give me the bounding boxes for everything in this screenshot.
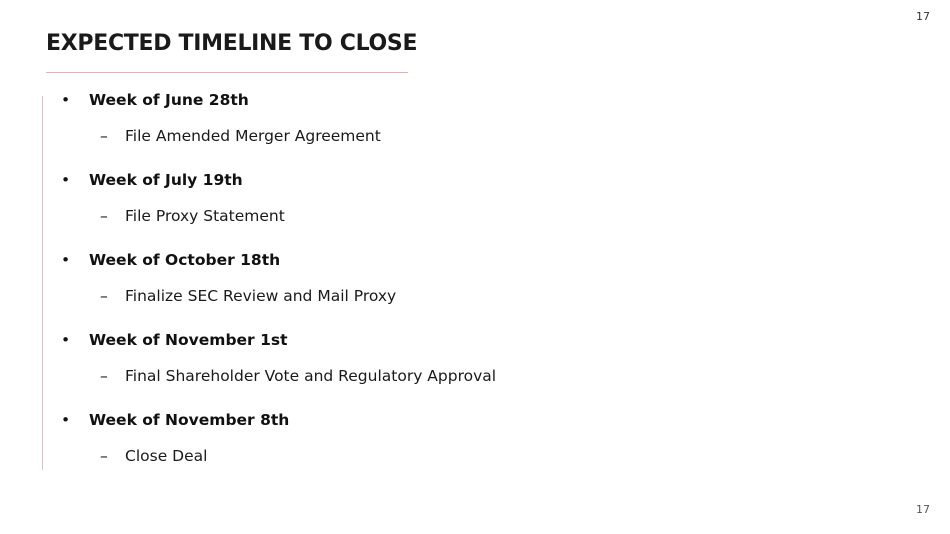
timeline-week <box>61 91 249 109</box>
timeline-week <box>61 251 280 269</box>
bullet-icon: • <box>61 331 71 349</box>
dash-icon: – <box>100 367 108 385</box>
page-number-bottom: 17 <box>916 503 930 516</box>
page-number-top: 17 <box>916 10 930 23</box>
week-label: Week of July 19th <box>89 171 243 189</box>
dash-icon: – <box>100 127 108 145</box>
task-label: Close Deal <box>125 447 208 465</box>
dash-icon: – <box>100 207 108 225</box>
task-label: Final Shareholder Vote and Regulatory Approval <box>125 367 497 385</box>
bullet-icon: • <box>61 411 71 429</box>
timeline-week <box>61 171 243 189</box>
timeline-task <box>100 207 285 225</box>
task-label: File Amended Merger Agreement <box>125 127 381 145</box>
dash-icon: – <box>100 287 108 305</box>
slide-title: EXPECTED TIMELINE TO CLOSE <box>46 31 418 56</box>
timeline-week <box>61 331 288 349</box>
bullet-icon: • <box>61 251 71 269</box>
dash-icon: – <box>100 447 108 465</box>
week-label: Week of November 1st <box>89 331 288 349</box>
task-label: File Proxy Statement <box>125 207 285 225</box>
bullet-icon: • <box>61 91 71 109</box>
week-label: Week of June 28th <box>89 91 249 109</box>
task-label: Finalize SEC Review and Mail Proxy <box>125 287 397 305</box>
timeline-task <box>100 287 396 305</box>
week-label: Week of October 18th <box>89 251 281 269</box>
week-label: Week of November 8th <box>89 411 290 429</box>
timeline-task <box>100 447 207 465</box>
timeline-task <box>100 367 496 385</box>
bullet-icon: • <box>61 171 71 189</box>
timeline-task <box>100 127 381 145</box>
timeline-week <box>61 411 289 429</box>
